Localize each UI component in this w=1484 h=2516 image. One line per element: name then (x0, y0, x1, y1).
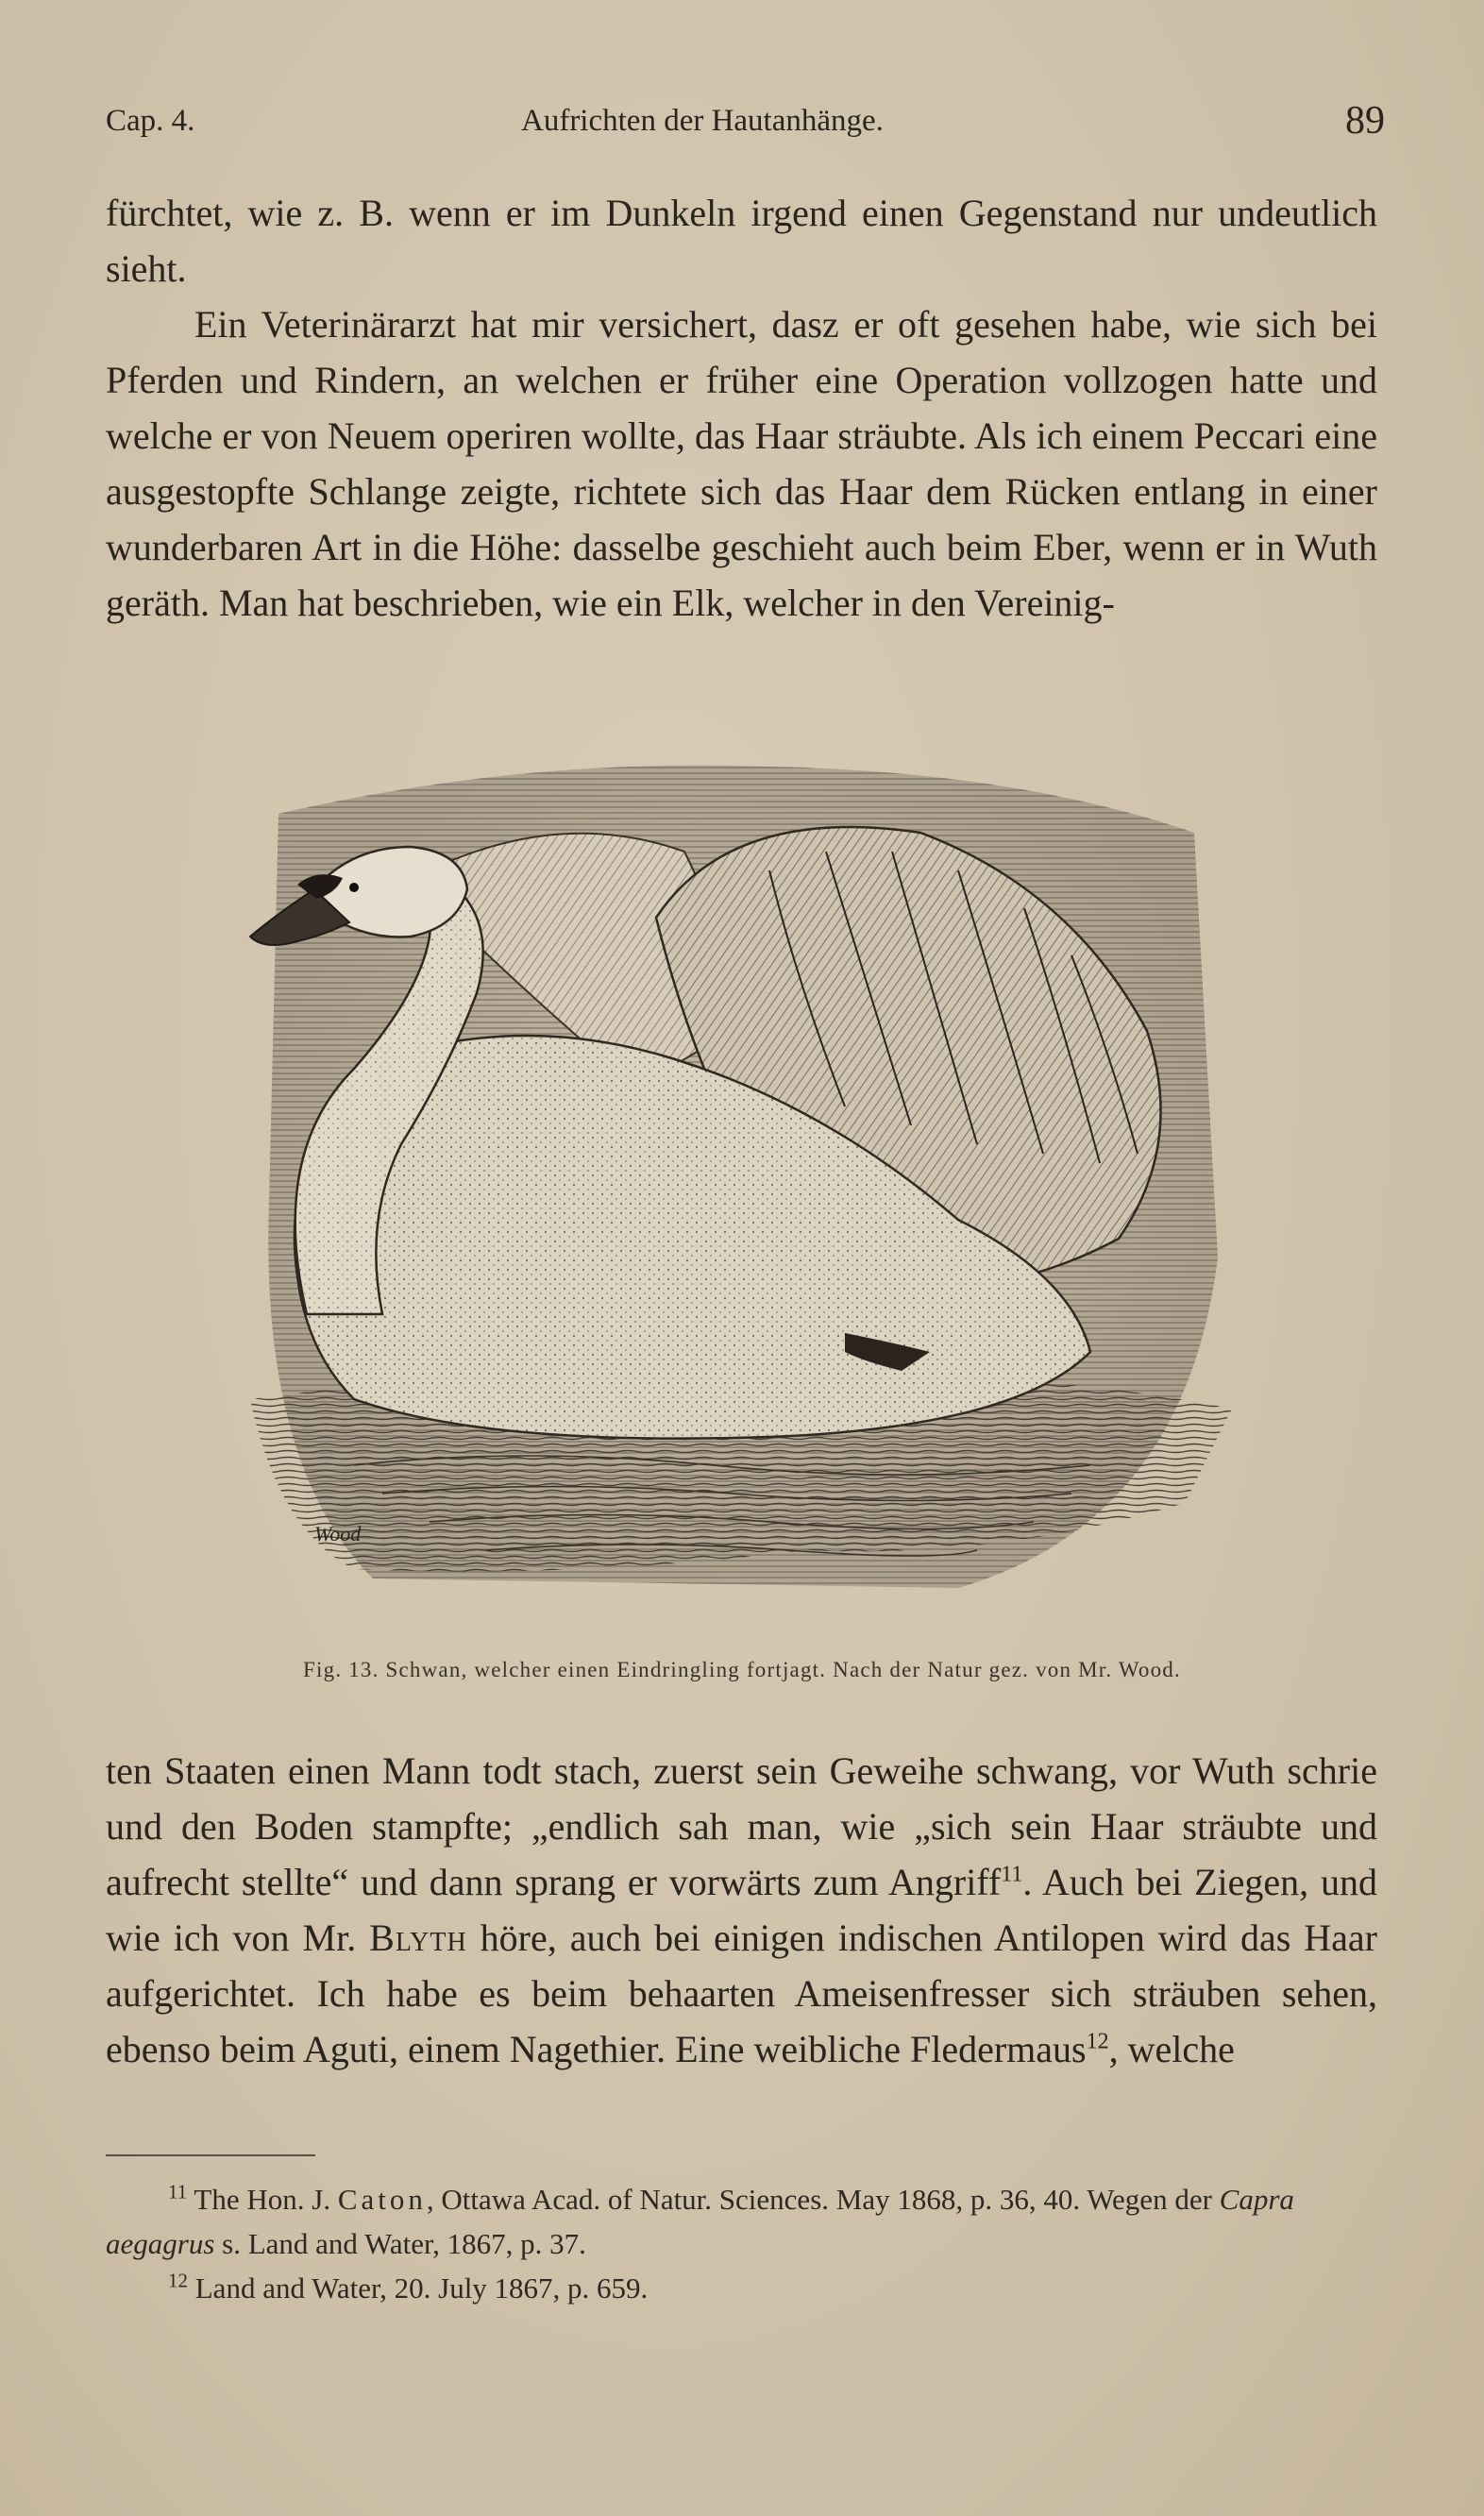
footnote-ref-12[interactable]: 12 (1086, 2029, 1109, 2054)
page-number: 89 (1345, 99, 1385, 143)
chapter-label: Cap. 4. (106, 104, 195, 138)
running-title: Aufrichten der Hautanhänge. (521, 104, 884, 138)
footnote-11: $^{11}$ The Hon. J. Caton, Ottawa Acad. of Natur. Sciences. May 1868, p. 36, 40. Wegen der Capra aegagrus s. Land and Water, 1867, p. 37. (106, 2180, 1294, 2260)
footnote-12: $^{12}$ Land and Water, 20. July 1867, p. 659. (168, 2269, 649, 2305)
running-header (106, 98, 1385, 155)
figure-caption: Fig. 13. Schwan, welcher einen Eindringling fortjagt. Nach der Natur gez. von Mr. Wood. (303, 1658, 1181, 1681)
author-name-blyth: Blyth (369, 1917, 467, 1959)
engraver-signature: Wood (314, 1522, 362, 1545)
footnote-divider (106, 2154, 315, 2156)
swan-engraving (241, 748, 1239, 1628)
body-text-bottom (106, 1743, 1377, 2077)
paragraph-1: fürchtet, wie z. B. wenn er im Dunkeln irgend einen Gegenstand nur undeutlich sieht. (106, 192, 1377, 290)
body-text-top (106, 185, 1377, 631)
paragraph-3: ten Staaten einen Mann todt stach, zuerst sein Geweihe schwang, vor Wuth schrie und den Boden stampfte; „endlich sah man, wie „sich sein Haar sträubte und aufrecht stellte“ und dann sprang er vorwärts zum Angriff$^{11}$. Auch bei Ziegen, und wie ich von Mr. Blyth höre, auch bei einigen indischen Antilopen wird das Haar aufgerichtet. Ich habe es beim behaarten Ameisenfresser sich sträuben sehen, ebenso beim Aguti, einem Nagethier. Eine weibliche Fledermaus$^{12}$, welche (106, 1749, 1378, 2070)
swan-eye (349, 883, 359, 892)
footnotes (106, 2177, 1377, 2310)
footnote-ref-11[interactable]: 11 (1001, 1862, 1023, 1887)
paragraph-2: Ein Veterinärarzt hat mir versichert, dasz er oft gesehen habe, wie sich bei Pferden und Rindern, an welchen er früher eine Operation vollzogen hatte und welche er von Neuem operiren wollte, das Haar sträubte. Als ich einem Peccari eine ausgestopfte Schlange zeigte, richtete sich das Haar dem Rücken entlang in einer wunderbaren Art in die Höhe: dasselbe geschieht auch beim Eber, wenn er in Wuth geräth. Man hat beschrieben, wie ein Elk, welcher in den Vereinig- (106, 303, 1377, 624)
